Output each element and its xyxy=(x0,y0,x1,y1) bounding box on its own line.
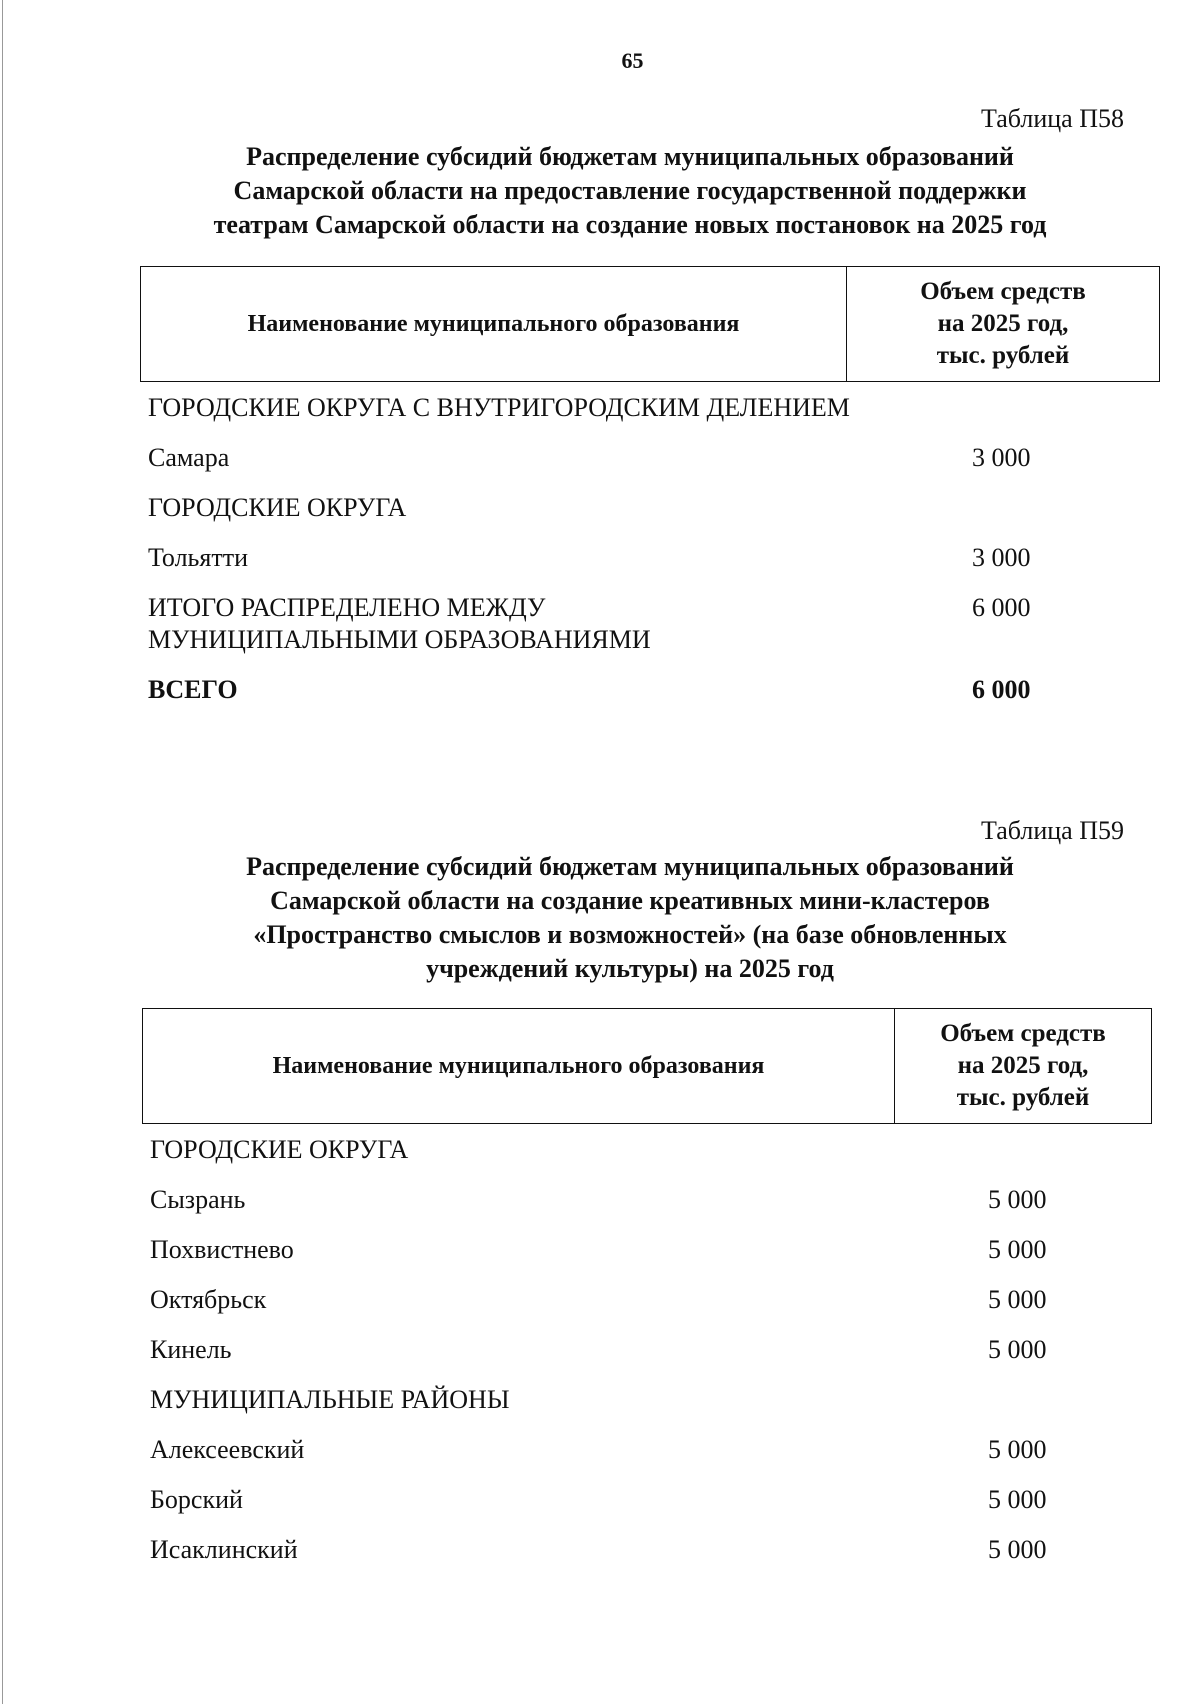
table-row xyxy=(148,392,1048,442)
header-amount-line: на 2025 год, xyxy=(957,1052,1089,1079)
row-value: 5 000 xyxy=(988,1335,1047,1364)
table-row xyxy=(148,674,1048,724)
header-amount xyxy=(847,267,1159,381)
page-number: 65 xyxy=(621,48,644,73)
row-value: 5 000 xyxy=(988,1185,1047,1214)
row-name: ВСЕГО xyxy=(148,675,238,704)
table-body-p59 xyxy=(150,1134,1050,1584)
table-title-p58 xyxy=(130,140,1130,242)
title-line: «Пространство смыслов и возможностей» (на базе обновленных xyxy=(253,920,1007,949)
row-name: Октябрьск xyxy=(150,1285,267,1314)
scan-edge xyxy=(2,0,3,1704)
header-name: Наименование муниципального образования xyxy=(141,267,847,381)
title-line: театрам Самарской области на создание новых постановок на 2025 год xyxy=(213,210,1047,239)
row-value: 5 000 xyxy=(988,1485,1047,1514)
table-row xyxy=(150,1184,1050,1234)
title-line: Распределение субсидий бюджетам муниципальных образований xyxy=(246,852,1014,881)
row-value: 5 000 xyxy=(988,1285,1047,1314)
row-name: Кинель xyxy=(150,1335,232,1364)
row-name: Алексеевский xyxy=(150,1435,305,1464)
table-row xyxy=(150,1284,1050,1334)
row-name: ИТОГО РАСПРЕДЕЛЕНО МЕЖДУ МУНИЦИПАЛЬНЫМИ ОБРАЗОВАНИЯМИ xyxy=(148,593,651,654)
row-name: МУНИЦИПАЛЬНЫЕ РАЙОНЫ xyxy=(150,1385,510,1414)
table-row xyxy=(150,1534,1050,1584)
header-name: Наименование муниципального образования xyxy=(143,1009,895,1123)
row-value: 3 000 xyxy=(972,443,1031,472)
row-value: 6 000 xyxy=(972,593,1031,622)
row-name: Похвистнево xyxy=(150,1235,294,1264)
title-line: Самарской области на создание креативных мини-кластеров xyxy=(270,886,990,915)
header-amount xyxy=(895,1009,1151,1123)
table-body-p58 xyxy=(148,392,1048,724)
row-value: 3 000 xyxy=(972,543,1031,572)
row-name: ГОРОДСКИЕ ОКРУГА xyxy=(150,1135,409,1164)
row-name: Тольятти xyxy=(148,543,249,572)
table-row xyxy=(148,442,1048,492)
table-row xyxy=(150,1334,1050,1384)
header-amount-line: на 2025 год, xyxy=(937,310,1069,337)
header-amount-line: Объем средств xyxy=(920,278,1086,305)
title-line: Самарской области на предоставление государственной поддержки xyxy=(233,176,1027,205)
header-amount-line: тыс. рублей xyxy=(956,1084,1090,1111)
row-name: Борский xyxy=(150,1485,243,1514)
table-row xyxy=(150,1134,1050,1184)
table-header-p58 xyxy=(140,266,1160,382)
table-row xyxy=(148,492,1048,542)
table-row xyxy=(150,1484,1050,1534)
row-value: 6 000 xyxy=(972,675,1031,704)
table-title-p59 xyxy=(130,850,1130,986)
table-row xyxy=(148,542,1048,592)
row-name: ГОРОДСКИЕ ОКРУГА xyxy=(148,493,407,522)
row-value: 5 000 xyxy=(988,1235,1047,1264)
header-amount-line: Объем средств xyxy=(940,1020,1106,1047)
table-row xyxy=(150,1434,1050,1484)
title-line: учреждений культуры) на 2025 год xyxy=(426,954,834,983)
table-header-p59 xyxy=(142,1008,1152,1124)
row-name: Исаклинский xyxy=(150,1535,298,1564)
table-label-p59: Таблица П59 xyxy=(981,816,1124,845)
table-row xyxy=(148,592,1048,674)
row-value: 5 000 xyxy=(988,1435,1047,1464)
row-name: Сызрань xyxy=(150,1185,246,1214)
row-name: Самара xyxy=(148,443,230,472)
header-amount-line: тыс. рублей xyxy=(936,342,1070,369)
table-row xyxy=(150,1384,1050,1434)
table-label-p58: Таблица П58 xyxy=(981,104,1124,133)
title-line: Распределение субсидий бюджетам муниципальных образований xyxy=(246,142,1014,171)
row-name: ГОРОДСКИЕ ОКРУГА С ВНУТРИГОРОДСКИМ ДЕЛЕНИЕМ xyxy=(148,393,850,422)
row-value: 5 000 xyxy=(988,1535,1047,1564)
table-row xyxy=(150,1234,1050,1284)
